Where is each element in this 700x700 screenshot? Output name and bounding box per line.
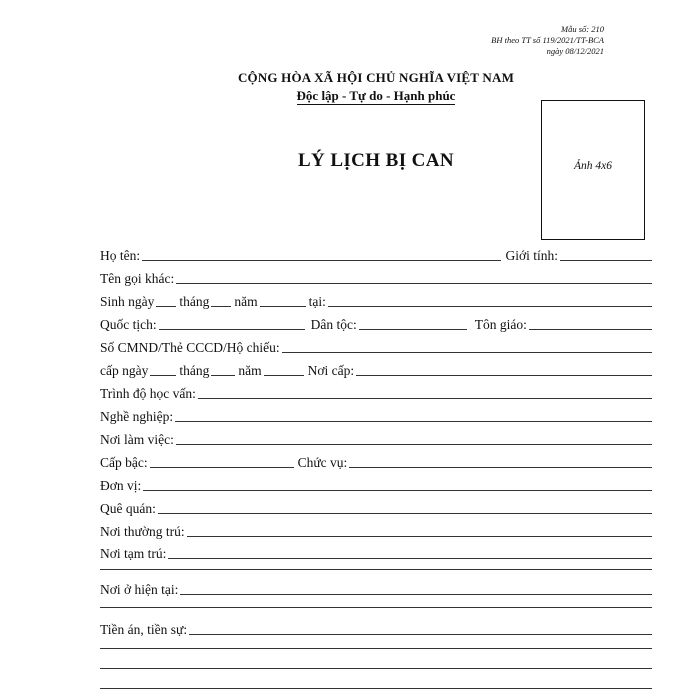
birth-day-line[interactable] xyxy=(156,306,176,307)
position-line[interactable] xyxy=(349,467,652,468)
row-rank xyxy=(100,455,652,471)
workplace-line[interactable] xyxy=(176,444,652,445)
motto-text: Độc lập - Tự do - Hạnh phúc xyxy=(296,88,456,103)
issue-place-line[interactable] xyxy=(356,375,652,376)
row-permanent-residence xyxy=(100,524,652,540)
document-title: LÝ LỊCH BỊ CAN xyxy=(297,150,455,171)
label-education: Trình độ học vấn: xyxy=(100,386,196,401)
label-nationality: Quốc tịch: xyxy=(100,317,157,332)
row-birth xyxy=(100,294,652,310)
row-id-issue xyxy=(100,363,652,379)
row-occupation xyxy=(100,409,652,425)
row-workplace xyxy=(100,432,652,448)
row-hometown xyxy=(100,501,652,517)
label-issue-month: tháng xyxy=(179,363,210,378)
hometown-line[interactable] xyxy=(158,513,652,514)
label-issue-day: cấp ngày xyxy=(100,363,149,378)
label-criminal-record: Tiền án, tiền sự: xyxy=(100,622,188,637)
gender-line[interactable] xyxy=(560,260,652,261)
education-line[interactable] xyxy=(198,398,652,399)
label-id-number: Số CMND/Thẻ CCCD/Hộ chiếu: xyxy=(100,340,280,355)
label-birth-year: năm xyxy=(234,294,258,309)
criminal-record-extra-line-3[interactable] xyxy=(100,688,652,689)
label-workplace: Nơi làm việc: xyxy=(100,432,174,447)
row-other-name xyxy=(100,271,652,287)
label-unit: Đơn vị: xyxy=(100,478,142,493)
label-full-name: Họ tên: xyxy=(100,248,141,263)
permanent-residence-line[interactable] xyxy=(187,536,652,537)
form-date: ngày 08/12/2021 xyxy=(546,46,604,56)
label-rank: Cấp bậc: xyxy=(100,455,148,470)
issue-month-line[interactable] xyxy=(211,375,235,376)
row-education xyxy=(100,386,652,402)
criminal-record-extra-line-2[interactable] xyxy=(100,668,652,669)
row-criminal-record xyxy=(100,622,652,638)
label-birth-day: Sinh ngày xyxy=(100,294,155,309)
unit-line[interactable] xyxy=(143,490,652,491)
label-current-address: Nơi ở hiện tại: xyxy=(100,582,179,597)
religion-line[interactable] xyxy=(529,329,652,330)
other-name-line[interactable] xyxy=(176,283,652,284)
label-other-name: Tên gọi khác: xyxy=(100,271,175,286)
form-number: Mẫu số: 210 xyxy=(561,24,604,34)
photo-label: Ảnh 4x6 xyxy=(573,160,612,172)
birth-year-line[interactable] xyxy=(260,306,306,307)
issue-year-line[interactable] xyxy=(264,375,304,376)
form-regulation: BH theo TT số 119/2021/TT-BCA xyxy=(491,35,604,45)
label-permanent-residence: Nơi thường trú: xyxy=(100,524,185,539)
row-current-address xyxy=(100,582,652,598)
criminal-record-extra-line-1[interactable] xyxy=(100,648,652,649)
row-unit xyxy=(100,478,652,494)
birth-place-line[interactable] xyxy=(328,306,652,307)
label-issue-place: Nơi cấp: xyxy=(307,363,355,378)
label-hometown: Quê quán: xyxy=(100,501,156,516)
label-birth-month: tháng xyxy=(179,294,210,309)
criminal-record-line[interactable] xyxy=(189,634,652,635)
current-address-extra-line[interactable] xyxy=(100,607,652,608)
birth-month-line[interactable] xyxy=(211,306,231,307)
form-code-block xyxy=(491,24,604,57)
label-temporary-residence: Nơi tạm trú: xyxy=(100,546,167,561)
label-position: Chức vụ: xyxy=(297,455,348,470)
occupation-line[interactable] xyxy=(175,421,652,422)
id-number-line[interactable] xyxy=(282,352,652,353)
row-nationality xyxy=(100,317,652,333)
issue-day-line[interactable] xyxy=(150,375,176,376)
temporary-residence-extra-line[interactable] xyxy=(100,569,652,570)
rank-line[interactable] xyxy=(150,467,294,468)
ethnicity-line[interactable] xyxy=(359,329,467,330)
label-religion: Tôn giáo: xyxy=(474,317,527,332)
label-ethnicity: Dân tộc: xyxy=(310,317,357,332)
label-birth-place: tại: xyxy=(308,294,326,309)
national-title: CỘNG HÒA XÃ HỘI CHỦ NGHĨA VIỆT NAM xyxy=(237,70,515,85)
row-id-number xyxy=(100,340,652,356)
photo-placeholder xyxy=(541,100,645,240)
full-name-line[interactable] xyxy=(142,260,501,261)
row-full-name xyxy=(100,248,652,264)
nationality-line[interactable] xyxy=(159,329,305,330)
temporary-residence-line[interactable] xyxy=(168,558,652,559)
label-issue-year: năm xyxy=(238,363,262,378)
label-gender: Giới tính: xyxy=(505,248,558,263)
row-temporary-residence xyxy=(100,546,652,562)
current-address-line[interactable] xyxy=(180,594,652,595)
label-occupation: Nghề nghiệp: xyxy=(100,409,174,424)
